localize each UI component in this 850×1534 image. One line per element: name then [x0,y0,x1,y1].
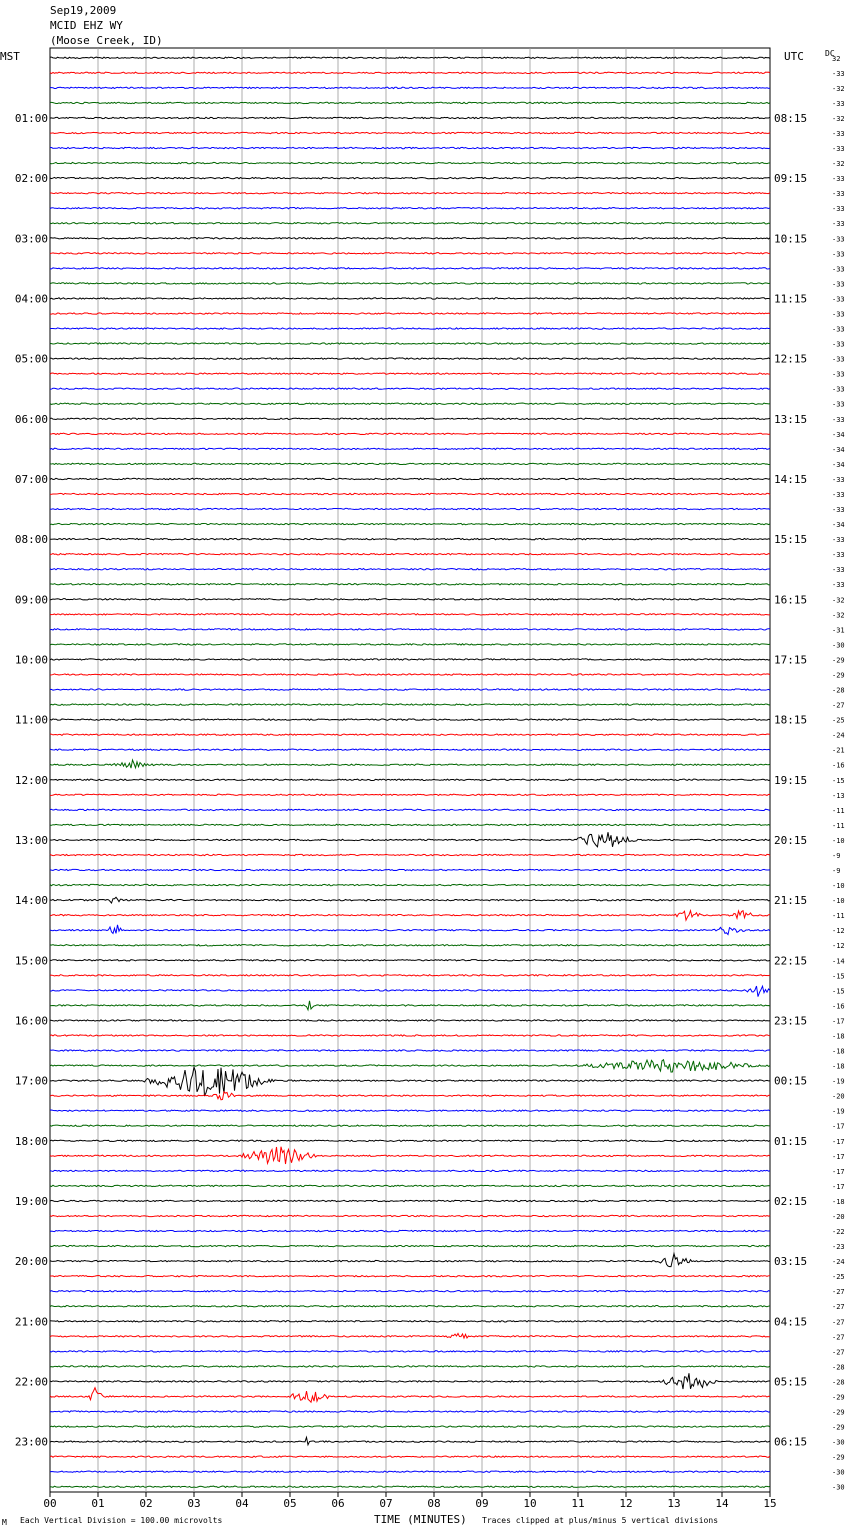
trace-43 [50,704,770,705]
x-tick-label: 08 [427,1497,441,1510]
trace-5 [50,132,770,133]
trace-3 [50,102,770,103]
trace-65 [50,1035,770,1036]
trace-25 [50,433,770,434]
trace-18 [50,328,770,329]
dc-offset-label: -28 [832,1363,845,1372]
dc-offset-label: -25 [832,1273,845,1282]
dc-offset-label: -33 [832,581,845,590]
dc-offset-label: -33 [832,400,845,409]
trace-50 [50,809,770,810]
dc-offset-label: -29 [832,671,845,680]
trace-39 [50,644,770,645]
trace-16 [50,298,770,299]
dc-offset-label: -30 [832,641,845,650]
dc-offset-label: -22 [832,1228,845,1237]
dc-offset-label: -10 [832,882,845,891]
dc-offset-label: -30 [832,1468,845,1477]
left-hour-label: 16:00 [14,1014,48,1028]
dc-offset-label: -11 [832,821,845,830]
trace-27 [50,463,770,464]
dc-offset-label: -33 [832,415,845,424]
right-hour-label: 06:15 [774,1435,808,1449]
right-hour-label: 12:15 [774,352,808,366]
trace-12 [50,238,770,239]
trace-21 [50,373,770,374]
dc-offset-label: -9 [832,851,841,860]
trace-55 [50,884,770,885]
trace-61 [50,975,770,976]
trace-15 [50,283,770,284]
dc-offset-label: -18 [832,1032,845,1041]
left-hour-label: 11:00 [14,713,48,727]
left-hour-label: 04:00 [14,292,48,306]
right-hour-label: 13:15 [774,412,808,426]
dc-offset-label: -17 [832,1182,845,1191]
trace-93 [50,1456,770,1457]
left-hour-label: 10:00 [14,653,48,667]
trace-84 [50,1321,770,1322]
trace-7 [50,162,770,163]
trace-34 [50,568,770,569]
right-hour-label: 02:15 [774,1194,808,1208]
dc-offset-label: -33 [832,175,845,184]
dc-offset-label: -33 [832,536,845,545]
dc-offset-label: -33 [832,310,845,319]
trace-44 [50,719,770,720]
dc-offset-label: -29 [832,1423,845,1432]
dc-offset-label: -27 [832,1303,845,1312]
dc-offset-label: -32 [832,84,845,93]
trace-81 [50,1275,770,1276]
dc-offset-label: -17 [832,1122,845,1131]
trace-26 [50,448,770,449]
dc-offset-label: -27 [832,1348,845,1357]
dc-offset-label: -33 [832,355,845,364]
dc-offset-label: -10 [832,836,845,845]
dc-offset-label: -27 [832,1288,845,1297]
trace-31 [50,523,770,524]
dc-offset-label: -33 [832,69,845,78]
dc-offset-label: -17 [832,1017,845,1026]
trace-86 [50,1351,770,1352]
x-tick-label: 02 [139,1497,153,1510]
trace-88 [50,1373,770,1389]
left-hour-label: 13:00 [14,833,48,847]
dc-offset-label: -34 [832,445,845,454]
dc-offset-label: -32 [832,611,845,620]
dc-offset-label: -9 [832,867,841,876]
station-code: MCID EHZ WY [50,19,123,32]
dc-offset-label: -12 [832,942,845,951]
x-axis-title: TIME (MINUTES) [374,1513,467,1526]
dc-offset-label: -18 [832,1047,845,1056]
trace-82 [50,1290,770,1291]
dc-offset-label: -33 [832,265,845,274]
trace-56 [50,897,770,903]
right-hour-label: 09:15 [774,172,808,186]
dc-offset-label: -33 [832,129,845,138]
trace-49 [50,794,770,795]
dc-offset-label: 32 [832,54,841,63]
dc-offset-label: -33 [832,220,845,229]
right-hour-label: 23:15 [774,1014,808,1028]
x-tick-label: 06 [331,1497,345,1510]
trace-91 [50,1426,770,1427]
x-tick-label: 05 [283,1497,297,1510]
dc-offset-label: -15 [832,972,845,981]
dc-offset-label: -19 [832,1107,845,1116]
dc-offset-label: -29 [832,1453,845,1462]
dc-offset-label: -17 [832,1152,845,1161]
trace-89 [50,1388,770,1402]
dc-offset-label: -31 [832,626,845,635]
trace-54 [50,869,770,870]
right-hour-label: 05:15 [774,1375,808,1389]
x-tick-label: 14 [715,1497,729,1510]
trace-78 [50,1230,770,1231]
dc-offset-label: -33 [832,250,845,259]
dc-offset-label: -27 [832,701,845,710]
left-hour-label: 14:00 [14,894,48,908]
trace-17 [50,313,770,314]
plot-date: Sep19,2009 [50,4,117,17]
trace-85 [50,1333,770,1338]
left-hour-label: 21:00 [14,1315,48,1329]
dc-offset-label: -34 [832,521,845,530]
right-hour-label: 14:15 [774,472,808,486]
trace-4 [50,117,770,118]
x-tick-label: 01 [91,1497,105,1510]
right-hour-label: 15:15 [774,533,808,547]
trace-2 [50,87,770,88]
trace-63 [50,1001,770,1010]
trace-0 [50,57,770,58]
left-hour-label: 19:00 [14,1194,48,1208]
trace-58 [50,925,770,935]
dc-offset-label: -33 [832,190,845,199]
trace-60 [50,960,770,961]
dc-offset-label: -33 [832,370,845,379]
corner-mark: M [2,1518,7,1527]
trace-13 [50,253,770,254]
right-hour-label: 00:15 [774,1074,808,1088]
dc-offset-label: -33 [832,205,845,214]
trace-80 [50,1254,770,1267]
right-hour-label: 10:15 [774,232,808,246]
dc-offset-label: -25 [832,716,845,725]
dc-offset-label: -33 [832,566,845,575]
trace-70 [50,1110,770,1111]
trace-42 [50,689,770,690]
trace-28 [50,478,770,479]
dc-offset-label: -18 [832,1197,845,1206]
dc-offset-label: -12 [832,927,845,936]
trace-87 [50,1366,770,1367]
right-hour-label: 17:15 [774,653,808,667]
dc-offset-label: -23 [832,1243,845,1252]
trace-77 [50,1215,770,1216]
dc-offset-label: -33 [832,340,845,349]
trace-33 [50,553,770,554]
dc-offset-label: -33 [832,551,845,560]
dc-offset-label: -33 [832,506,845,515]
left-timezone-label: MST [0,50,20,63]
trace-59 [50,945,770,946]
trace-57 [50,911,770,921]
dc-offset-label: -29 [832,656,845,665]
dc-offset-label: -24 [832,1258,845,1267]
dc-offset-label: -30 [832,1438,845,1447]
left-hour-label: 06:00 [14,412,48,426]
trace-76 [50,1200,770,1201]
left-hour-label: 15:00 [14,954,48,968]
trace-11 [50,223,770,224]
dc-offset-label: -16 [832,1002,845,1011]
dc-offset-header: DC [825,49,835,58]
trace-73 [50,1147,770,1164]
trace-6 [50,147,770,148]
trace-74 [50,1170,770,1171]
dc-offset-label: -29 [832,1408,845,1417]
right-hour-label: 01:15 [774,1134,808,1148]
dc-offset-label: -21 [832,746,845,755]
right-hour-label: 11:15 [774,292,808,306]
dc-offset-label: -30 [832,1483,845,1492]
dc-offset-label: -33 [832,99,845,108]
trace-53 [50,854,770,855]
dc-offset-label: -10 [832,897,845,906]
trace-41 [50,674,770,675]
right-hour-label: 08:15 [774,111,808,125]
right-hour-label: 04:15 [774,1315,808,1329]
x-tick-label: 09 [475,1497,489,1510]
left-hour-label: 12:00 [14,773,48,787]
trace-51 [50,824,770,825]
dc-offset-label: -32 [832,114,845,123]
dc-offset-label: -27 [832,1318,845,1327]
dc-offset-label: -28 [832,686,845,695]
trace-79 [50,1245,770,1246]
dc-offset-label: -16 [832,761,845,770]
dc-offset-label: -27 [832,1333,845,1342]
right-hour-label: 16:15 [774,593,808,607]
x-tick-label: 03 [187,1497,201,1510]
left-hour-label: 22:00 [14,1375,48,1389]
x-tick-label: 04 [235,1497,249,1510]
dc-offset-label: -15 [832,776,845,785]
x-tick-label: 11 [571,1497,585,1510]
trace-23 [50,403,770,404]
left-hour-label: 23:00 [14,1435,48,1449]
trace-94 [50,1471,770,1472]
trace-83 [50,1306,770,1307]
dc-offset-label: -33 [832,295,845,304]
x-tick-label: 12 [619,1497,633,1510]
dc-offset-label: -14 [832,957,845,966]
right-hour-label: 18:15 [774,713,808,727]
left-hour-label: 09:00 [14,593,48,607]
right-timezone-label: UTC [784,50,804,63]
vertical-scale-note: Each Vertical Division = 100.00 microvolts [20,1516,223,1525]
dc-offset-label: -33 [832,325,845,334]
dc-offset-label: -32 [832,596,845,605]
x-tick-label: 10 [523,1497,537,1510]
dc-offset-label: -33 [832,490,845,499]
left-hour-label: 03:00 [14,232,48,246]
dc-offset-label: -17 [832,1137,845,1146]
dc-offset-label: -20 [832,1212,845,1221]
left-hour-label: 08:00 [14,533,48,547]
x-tick-label: 15 [763,1497,777,1510]
clip-note: Traces clipped at plus/minus 5 vertical divisions [482,1516,719,1525]
trace-71 [50,1125,770,1126]
trace-90 [50,1411,770,1412]
dc-offset-label: -19 [832,1077,845,1086]
trace-22 [50,388,770,389]
trace-52 [50,832,770,847]
dc-offset-label: -33 [832,385,845,394]
right-hour-label: 20:15 [774,833,808,847]
trace-14 [50,268,770,269]
trace-75 [50,1185,770,1186]
dc-offset-label: -24 [832,731,845,740]
dc-offset-label: -15 [832,987,845,996]
trace-47 [50,760,770,768]
right-hour-label: 19:15 [774,773,808,787]
trace-95 [50,1486,770,1487]
trace-1 [50,72,770,73]
dc-offset-label: -13 [832,791,845,800]
trace-38 [50,629,770,630]
trace-10 [50,208,770,209]
left-hour-label: 18:00 [14,1134,48,1148]
trace-36 [50,599,770,600]
left-hour-label: 05:00 [14,352,48,366]
dc-offset-label: -18 [832,1062,845,1071]
trace-9 [50,192,770,193]
trace-8 [50,177,770,178]
trace-19 [50,343,770,344]
trace-35 [50,584,770,585]
dc-offset-label: -29 [832,1393,845,1402]
trace-45 [50,734,770,735]
trace-68 [50,1067,770,1096]
trace-29 [50,493,770,494]
trace-37 [50,614,770,615]
dc-offset-label: -33 [832,145,845,154]
left-hour-label: 01:00 [14,111,48,125]
left-hour-label: 17:00 [14,1074,48,1088]
trace-24 [50,418,770,419]
x-tick-label: 00 [43,1497,57,1510]
dc-offset-label: -33 [832,280,845,289]
dc-offset-label: -17 [832,1167,845,1176]
dc-offset-label: -33 [832,235,845,244]
dc-offset-label: -34 [832,460,845,469]
trace-20 [50,358,770,359]
right-hour-label: 21:15 [774,894,808,908]
trace-67 [50,1060,770,1072]
trace-69 [50,1092,770,1100]
trace-64 [50,1020,770,1021]
trace-32 [50,538,770,539]
x-tick-label: 07 [379,1497,393,1510]
trace-92 [50,1437,770,1445]
x-tick-label: 13 [667,1497,681,1510]
left-hour-label: 07:00 [14,472,48,486]
trace-30 [50,508,770,509]
station-location: (Moose Creek, ID) [50,34,163,47]
trace-62 [50,986,770,997]
trace-66 [50,1050,770,1051]
dc-offset-label: -11 [832,912,845,921]
dc-offset-label: -28 [832,1378,845,1387]
left-hour-label: 20:00 [14,1255,48,1269]
trace-46 [50,749,770,750]
dc-offset-label: -34 [832,430,845,439]
dc-offset-label: -33 [832,475,845,484]
right-hour-label: 03:15 [774,1255,808,1269]
trace-48 [50,779,770,780]
trace-40 [50,659,770,660]
right-hour-label: 22:15 [774,954,808,968]
trace-72 [50,1140,770,1141]
dc-offset-label: -20 [832,1092,845,1101]
dc-offset-label: -32 [832,160,845,169]
left-hour-label: 02:00 [14,172,48,186]
dc-offset-label: -11 [832,806,845,815]
